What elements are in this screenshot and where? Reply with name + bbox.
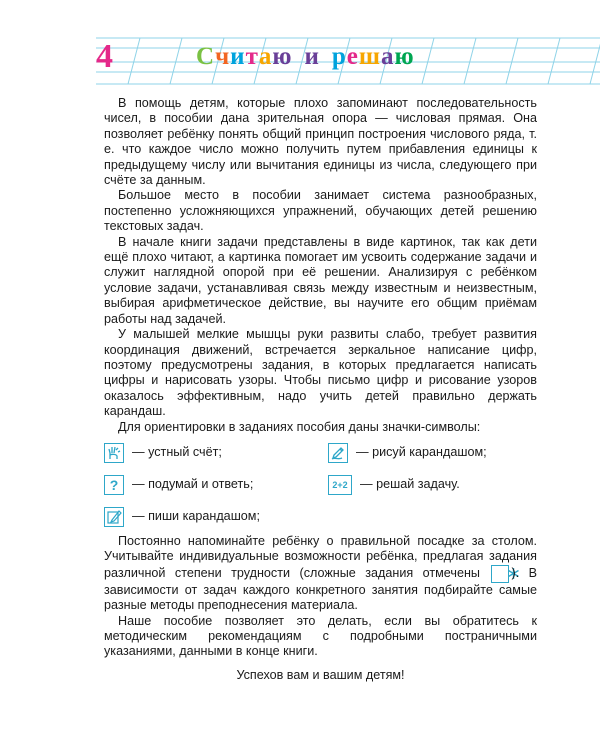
legend-solve: 2+2 — решай задачу. — [328, 474, 460, 496]
title-letter: т — [245, 43, 259, 70]
symbol-legend — [104, 438, 537, 534]
legend-oral-count: — устный счёт; — [104, 442, 222, 464]
paragraph: В начале книги задачи представлены в виде картинок, так как дети ещё плохо читают, а картинка помогает им усвоить содержание задачи и служит наглядной опорой при её решении. Анализируя с ребёнком условие задачи, устанавливая связь между известным и неизвестным, выбирая арифметическое действие, вы научите его общим приёмам работы над задачей. — [104, 234, 537, 326]
title-letter: и — [230, 43, 246, 70]
question-icon: ? — [104, 475, 124, 495]
paragraph: Для ориентировки в заданиях пособия даны значки-символы: — [118, 419, 481, 434]
title-letter: ч — [215, 43, 231, 70]
hand-counting-icon — [104, 443, 124, 463]
title-letter: ш — [358, 43, 381, 70]
title-letter: а — [381, 43, 395, 70]
title-letter: ю — [394, 43, 415, 70]
legend-write: — пиши карандашом; — [104, 506, 260, 528]
paragraph: Наше пособие позволяет это делать, если вы обратитесь к методическим рекомендациям с подробными постраничными указаниями, данными в конце книги. — [104, 613, 537, 659]
title-letter: ю — [272, 43, 293, 70]
title-word-3 — [332, 42, 415, 72]
paragraph: Постоянно напоминайте ребёнку о правильной посадке за столом. Учитывайте индивидуальные возможности ребёнка, предлагая задания различной степени трудности (сложные задания отмечены ). В зависимости от задач каждого конкретного занятия подбирайте самые разные методы преподнесения материала. — [104, 533, 537, 613]
closing-line: Успехов вам и вашим детям! — [236, 667, 405, 682]
paragraph: Большое место в пособии занимает система разнообразных, постепенно усложняющихся упражнений, обучающих детей решению текстовых задач. — [104, 188, 537, 234]
title-word-1 — [196, 42, 292, 72]
legend-think: ? — подумай и ответь; — [104, 474, 253, 496]
title-letter: С — [196, 43, 216, 70]
paragraph: У малышей мелкие мышцы руки развиты слабо, требует развития координация движений, встречается зеркальное написание цифр, поэтому предусмотрены задания, в которых предлагается написать цифры и нарисовать узоры. Чтобы письмо цифр и рисование узоров оказалось эффективным, надо учить детей правильно держать карандаш. — [104, 327, 537, 419]
title-letter: а — [258, 43, 273, 70]
page-title — [196, 42, 415, 72]
title-word-2: и — [304, 43, 320, 70]
body-text — [104, 96, 537, 683]
pencil-icon — [328, 443, 348, 463]
title-letter: р — [331, 43, 347, 70]
header — [0, 0, 600, 110]
legend-draw: — рисуй карандашом; — [328, 442, 487, 464]
page-number: 4 — [96, 38, 113, 75]
star-difficulty-icon — [491, 565, 509, 583]
paragraph: В помощь детям, которые плохо запоминают последовательность чисел, в пособии дана зрительная опора — числовая прямая. Она позволяет ребёнку понять общий принцип построения числового ряда, т. е. что каждое число можно получить путем прибавления единицы к предыдущему числу или вычитания единицы из числа, следующего при счёте за данным. — [104, 96, 537, 188]
write-pencil-icon — [104, 507, 124, 527]
title-letter: е — [346, 43, 359, 70]
plus-sum-icon: 2+2 — [328, 475, 352, 495]
